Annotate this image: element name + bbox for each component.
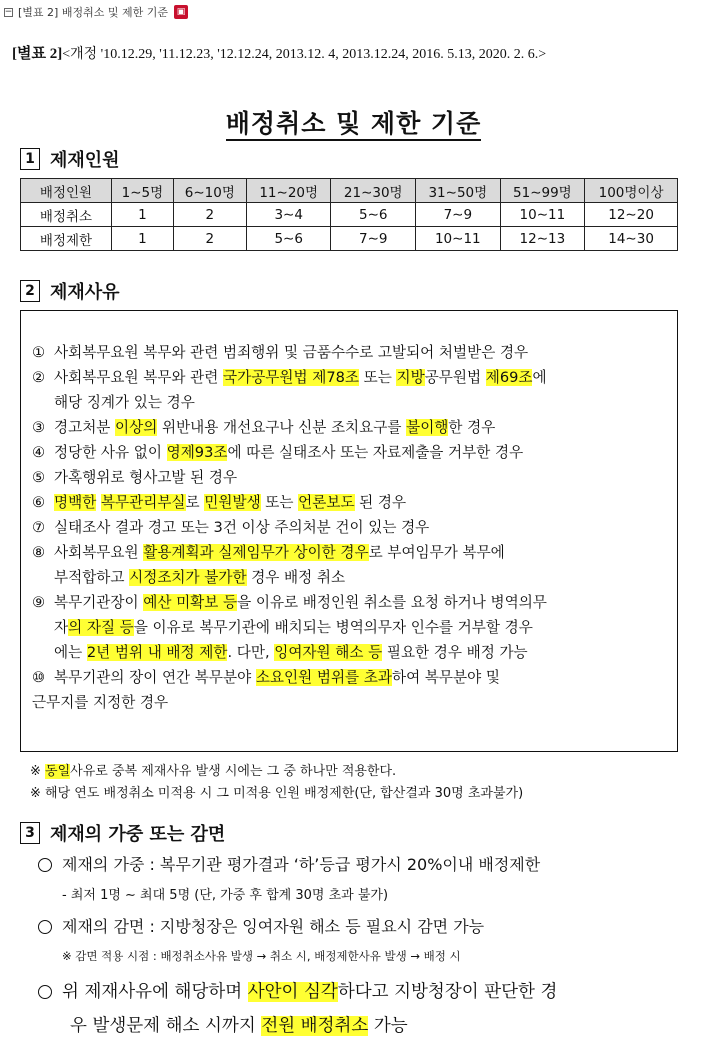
text-run: 또는 — [260, 494, 299, 511]
section-number: 2 — [20, 280, 40, 302]
highlight: 예산 미확보 등 — [143, 594, 238, 611]
text-run: 사유로 중복 제재사유 발생 시에는 그 중 하나만 적용한다. — [70, 764, 397, 779]
item-text — [54, 490, 406, 515]
table-cell: 1 — [112, 203, 174, 227]
list-item — [32, 465, 672, 490]
highlight: 시정조치가 불가한 — [129, 569, 247, 586]
highlight: 전원 배정취소 — [261, 1016, 369, 1036]
cancellation-line-cont — [70, 1012, 408, 1037]
item-text — [54, 590, 547, 615]
item-continuation: 근무지를 지정한 경우 — [32, 694, 169, 711]
mitigation-subnote: ※ 감면 적용 시점 : 배정취소사유 발생 → 취소 시, 배정제한사유 발생 → 배정 시 — [62, 949, 461, 963]
table-cell: 7∼9 — [331, 227, 416, 251]
table-cell: 5∼6 — [331, 203, 416, 227]
item-text — [54, 415, 495, 440]
section-title: 제재의 가중 또는 감면 — [50, 824, 226, 845]
table-header-cell: 31∼50명 — [416, 179, 501, 203]
section-3-heading — [20, 820, 225, 846]
highlight: 영제93조 — [166, 444, 228, 461]
text-run: . 다만, — [227, 644, 275, 661]
table-header-cell: 11∼20명 — [246, 179, 331, 203]
highlight: 복무관리부실 — [100, 494, 186, 511]
section-title: 제재사유 — [50, 282, 120, 303]
text-run: 공무원법 — [424, 369, 486, 386]
table-cell: 12∼20 — [585, 203, 678, 227]
table-cell: 배정제한 — [21, 227, 112, 251]
sanction-count-table — [20, 178, 678, 251]
text-run: 사회복무요원 복무와 관련 — [54, 369, 223, 386]
text-run: ※ — [30, 764, 46, 779]
highlight: 명백한 — [54, 494, 97, 511]
table-cell: 12∼13 — [500, 227, 585, 251]
item-text: 사회복무요원 복무와 관련 범죄행위 및 금품수수로 고발되어 처벌받은 경우 — [54, 344, 529, 361]
table-header-cell: 21∼30명 — [331, 179, 416, 203]
circle-bullet-icon — [38, 985, 52, 999]
list-item — [32, 490, 672, 515]
item-marker: ⑦ — [32, 519, 46, 536]
item-continuation: 해당 징계가 있는 경우 — [54, 394, 195, 411]
highlight: 국가공무원법 제78조 — [223, 369, 359, 386]
pdf-icon[interactable]: ▣ — [174, 5, 188, 19]
table-header-row — [21, 179, 678, 203]
highlight: 불이행 — [406, 419, 449, 436]
highlight: 활용계획과 실제임무가 상이한 경우 — [143, 544, 369, 561]
table-cell: 3∼4 — [246, 203, 331, 227]
item-marker: ④ — [32, 444, 46, 461]
item-continuation — [32, 565, 672, 590]
circle-bullet-icon — [38, 858, 52, 872]
table-header-cell: 100명이상 — [585, 179, 678, 203]
aggravation-line — [38, 852, 540, 875]
note-line: ※ 해당 연도 배정취소 미적용 시 그 미적용 인원 배정제한(단, 합산결과 30명 초과불가) — [30, 786, 524, 801]
table-header-cell: 51∼99명 — [500, 179, 585, 203]
item-text — [54, 440, 523, 465]
item-text: 실태조사 결과 경고 또는 3건 이상 주의처분 건이 있는 경우 — [54, 519, 430, 536]
highlight: 지방 — [396, 369, 425, 386]
document-header — [4, 3, 188, 21]
text-run: 로 — [185, 494, 205, 511]
table-cell: 1 — [112, 227, 174, 251]
item-marker: ① — [32, 344, 46, 361]
section-number: 3 — [20, 822, 40, 844]
collapse-toggle[interactable]: − — [4, 6, 13, 17]
list-item — [32, 540, 672, 565]
text-run: 복무기관의 장이 연간 복무분야 — [54, 669, 256, 686]
list-item — [32, 515, 672, 540]
circle-bullet-icon — [38, 920, 52, 934]
text-run: 을 이유로 배정인원 취소를 요청 하거나 병역의무 — [237, 594, 547, 611]
annex-label: [별표 2] — [12, 46, 63, 62]
text-run: 또는 — [359, 369, 397, 386]
text-run: 복무기관장이 — [54, 594, 144, 611]
text-run: 로 부여임무가 복무에 — [368, 544, 505, 561]
item-marker: ⑩ — [32, 669, 46, 686]
list-item — [32, 665, 672, 690]
highlight: 소요인원 범위를 초과 — [255, 669, 392, 686]
text-run: 제재의 감면 : 지방청장은 잉여자원 해소 등 필요시 감면 가능 — [62, 917, 485, 936]
text-run: 정당한 사유 없이 — [54, 444, 167, 461]
item-marker: ② — [32, 369, 46, 386]
item-marker: ⑧ — [32, 544, 46, 561]
page-title-text: 배정취소 및 제한 기준 — [226, 109, 481, 141]
text-run: 우 발생문제 해소 시까지 — [70, 1016, 262, 1036]
highlight: 2년 범위 내 배정 제한 — [86, 644, 228, 661]
item-text — [54, 540, 505, 565]
item-marker: ⑤ — [32, 469, 46, 486]
table-cell: 5∼6 — [246, 227, 331, 251]
highlight: 잉여자원 해소 등 — [274, 644, 383, 661]
text-run: 을 이유로 복무기관에 배치되는 병역의무자 인수를 거부할 경우 — [133, 619, 533, 636]
amendment-dates: <개정 '10.12.29, '11.12.23, '12.12.24, 2013.12. 4, 2013.12.24, 2016. 5.13, 2020. 2. 6.> — [62, 47, 547, 62]
text-run: 위 제재사유에 해당하며 — [62, 982, 248, 1002]
notes — [30, 761, 523, 805]
text-run: 하여 복무분야 및 — [392, 669, 500, 686]
highlight: 동일 — [45, 764, 71, 779]
list-item — [32, 365, 672, 390]
section-number: 1 — [20, 148, 40, 170]
text-run: 위반내용 개선요구나 신분 조치요구를 — [157, 419, 407, 436]
item-text — [54, 365, 547, 390]
cancellation-line — [38, 978, 557, 1003]
text-run: 에는 — [54, 644, 87, 661]
text-run: 자 — [54, 619, 69, 636]
reason-list — [32, 340, 672, 715]
list-item — [32, 415, 672, 440]
highlight: 언론보도 — [298, 494, 355, 511]
table-cell: 2 — [173, 203, 246, 227]
table-header-cell: 6∼10명 — [173, 179, 246, 203]
table-cell: 10∼11 — [500, 203, 585, 227]
text-run: 하다고 지방청장이 판단한 경 — [337, 982, 558, 1002]
text-run: 가능 — [368, 1016, 408, 1036]
table-cell: 배정취소 — [21, 203, 112, 227]
text-run: 된 경우 — [354, 494, 407, 511]
text-run: 한 경우 — [448, 419, 496, 436]
table-header-cell: 배정인원 — [21, 179, 112, 203]
highlight: 제69조 — [485, 369, 533, 386]
highlight: 이상의 — [115, 419, 158, 436]
document-label: [별표 2] 배정취소 및 제한 기준 — [18, 6, 168, 19]
list-item — [32, 340, 672, 365]
list-item — [32, 440, 672, 465]
item-marker: ⑨ — [32, 594, 46, 611]
item-marker: ⑥ — [32, 494, 46, 511]
list-item — [32, 590, 672, 615]
table-cell: 10∼11 — [416, 227, 501, 251]
note-line — [30, 761, 523, 783]
table-cell: 2 — [173, 227, 246, 251]
text-run: 제재의 가중 : 복무기관 평가결과 ‘하’등급 평가시 20%이내 배정제한 — [62, 855, 541, 874]
section-title: 제재인원 — [50, 150, 120, 171]
text-run: 경고처분 — [54, 419, 116, 436]
table-cell: 7∼9 — [416, 203, 501, 227]
text-run: 에 따른 실태조사 또는 자료제출을 거부한 경우 — [227, 444, 524, 461]
table-row — [21, 203, 678, 227]
mitigation-line — [38, 914, 484, 937]
text-run: 필요한 경우 배정 가능 — [382, 644, 528, 661]
text-run: 에 — [532, 369, 547, 386]
aggravation-subnote: - 최저 1명 ∼ 최대 5명 (단, 가중 후 합계 30명 초과 불가) — [62, 888, 389, 903]
section-2-heading — [20, 278, 120, 304]
highlight: 사안이 심각 — [247, 982, 338, 1002]
item-text: 가혹행위로 형사고발 된 경우 — [54, 469, 238, 486]
text-run: 경우 배정 취소 — [246, 569, 346, 586]
table-header-cell: 1∼5명 — [112, 179, 174, 203]
section-1-heading — [20, 146, 120, 172]
amendment-history — [12, 42, 546, 63]
item-continuation — [32, 640, 672, 665]
item-marker: ③ — [32, 419, 46, 436]
highlight: 의 자질 등 — [68, 619, 134, 636]
item-continuation — [32, 615, 672, 640]
table-cell: 14∼30 — [585, 227, 678, 251]
item-text — [54, 665, 500, 690]
text-run: 부적합하고 — [54, 569, 130, 586]
text-run: 사회복무요원 — [54, 544, 144, 561]
table-row — [21, 227, 678, 251]
highlight: 민원발생 — [204, 494, 261, 511]
page-title — [0, 104, 707, 140]
